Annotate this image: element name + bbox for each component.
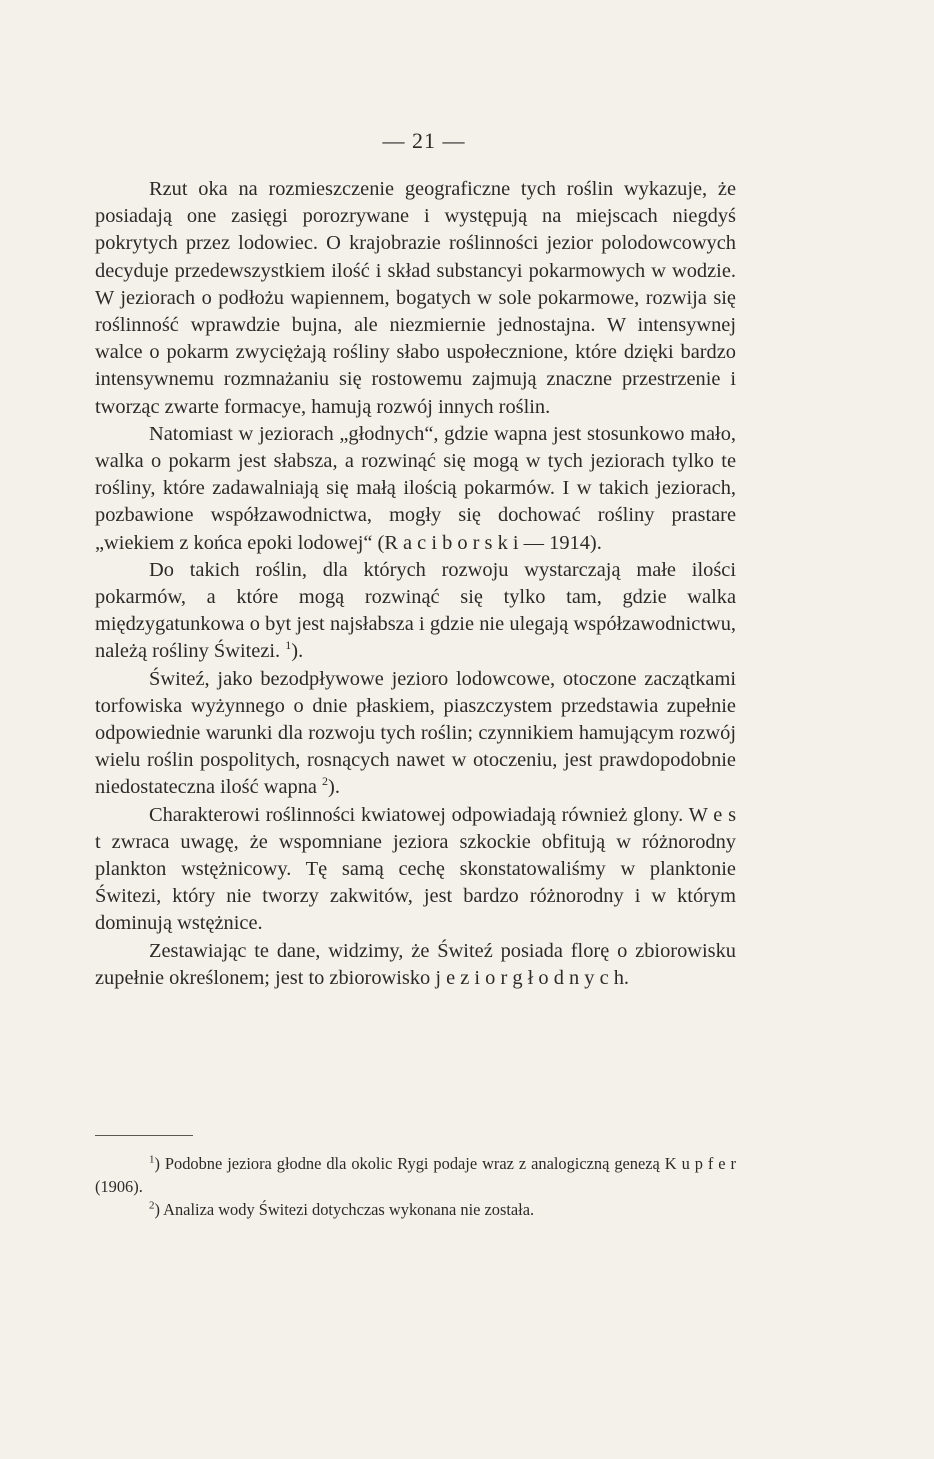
reference-suffix: ). — [291, 640, 304, 663]
footnote-1 — [95, 1153, 736, 1198]
paragraph-3 — [95, 557, 736, 666]
paragraph-text: Natomiast w jeziorach „głodnych“, gdzie wapna jest stosunkowo mało, walka o pokarm jest słabsza, a rozwinąć się mogą w tych jeziorach tylko te rośliny, które zadawalniają się małą ilością pokarmów. I w takich jeziorach, pozbawione współzawodnictwa, mogły się dochować rośliny prastare „wiekiem z końca epoki lodowej“ (R a c i b o r s k i — 1914). — [95, 422, 736, 554]
paragraph-4 — [95, 666, 736, 802]
footnote-text: ) Analiza wody Świtezi dotychczas wykonana nie została. — [154, 1200, 535, 1219]
paragraph-text: Rzut oka na rozmieszczenie geograficzne tych roślin wykazuje, że posiadają one zasięgi porozrywane i występują na miejscach niegdyś pokrytych przez lodowiec. O krajobrazie roślinności jezior polodowcowych decyduje przedewszystkiem ilość i skład substancyi pokarmowych w wodzie. W jeziorach o podłożu wapiennem, bogatych w sole pokarmowe, rozwija się roślinność wprawdzie bujna, ale niezmiernie jednostajna. W intensywnej walce o pokarm zwyciężają rośliny słabo uspołecznione, które dzięki bardzo intensywnemu rozmnażaniu się rostowemu zajmują znaczne przestrzenie i tworząc zwarte formacye, hamują rozwój innych roślin. — [95, 178, 736, 418]
footnote-2 — [95, 1199, 736, 1222]
paragraph-text: Zestawiając te dane, widzimy, że Świteź posiada florę o zbiorowisku zupełnie określonem; jest to zbiorowisko j e z i o r g ł o d n y c h. — [95, 939, 736, 989]
footnote-mark: 2 — [149, 1199, 155, 1212]
body-text — [95, 176, 736, 992]
footnote-mark: 1 — [149, 1153, 155, 1166]
paragraph-text: Do takich roślin, dla których rozwoju wystarczają małe ilości pokarmów, a które mogą rozwinąć się tylko tam, gdzie walka międzygatunkowa o byt jest najsłabsza i gdzie nie ulegają współzawodnictwu, należą rośliny Świtezi. — [95, 558, 736, 663]
page-number: — 21 — — [382, 128, 466, 153]
footnote-text: ) Podobne jeziora głodne dla okolic Rygi podaje wraz z analogiczną genezą K u p f e r (1906). — [95, 1154, 736, 1196]
paragraph-text: Charakterowi roślinności kwiatowej odpowiadają również glony. W e s t zwraca uwagę, że wspomniane jeziora szkockie obfitują w różnorodny plankton wstężnicowy. Tę samą cechę skonstatowaliśmy w planktonie Świtezi, który nie tworzy zakwitów, jest bardzo różnorodny i w którym dominują wstężnice. — [95, 803, 736, 935]
paragraph-5 — [95, 802, 736, 938]
footnote-divider — [95, 1135, 193, 1136]
footnotes — [95, 1153, 736, 1223]
paragraph-6 — [95, 938, 736, 992]
paragraph-1 — [95, 176, 736, 421]
paragraph-2 — [95, 421, 736, 557]
reference-suffix: ). — [328, 776, 340, 799]
paragraph-text: Świteź, jako bezodpływowe jezioro lodowcowe, otoczone zaczątkami torfowiska wyżynnego o dnie płaskiem, piaszczystem przedstawia zupełnie odpowiednie warunki dla rozwoju tych roślin; czynnikiem hamującym rozwój wielu roślin pospolitych, rosnących nawet w otoczeniu, jest prawdopodobnie niedostateczna ilość wapna — [95, 667, 736, 799]
footnote-reference: 2 — [322, 774, 329, 789]
footnote-reference: 1 — [285, 638, 292, 653]
